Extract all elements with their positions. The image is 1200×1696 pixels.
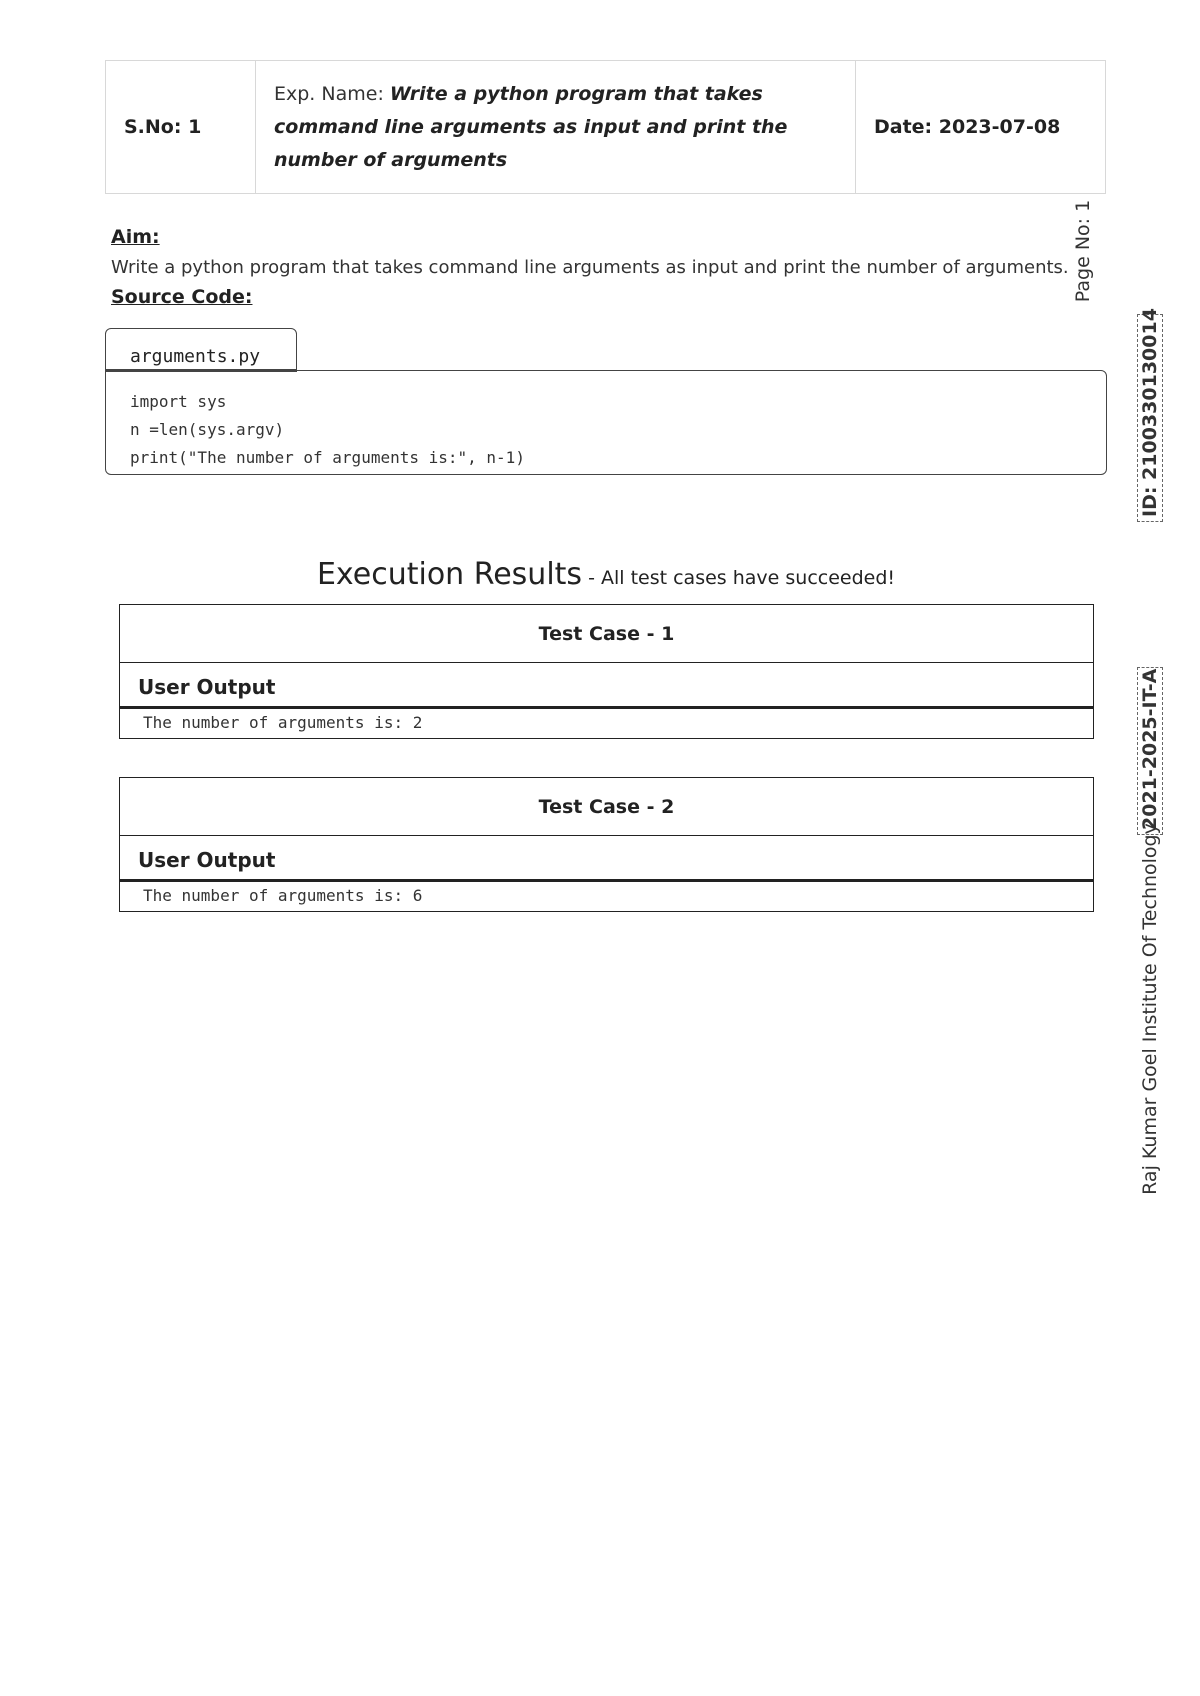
- experiment-header-table: [105, 60, 1106, 194]
- aim-text: Write a python program that takes command line arguments as input and print the number of arguments.: [111, 257, 1069, 278]
- user-output-label: User Output: [120, 663, 1093, 709]
- page-number: Page No: 1: [1072, 199, 1094, 303]
- execution-results-heading: [0, 557, 1200, 592]
- test-case-title: Test Case - 1: [120, 605, 1093, 663]
- user-output-value: The number of arguments is: 6: [143, 886, 423, 905]
- execution-results-status: - All test cases have succeeded!: [582, 567, 896, 589]
- test-case: [119, 604, 1094, 739]
- code-block: [105, 370, 1107, 475]
- code-line: print("The number of arguments is:", n-1): [130, 448, 525, 467]
- file-tab[interactable]: arguments.py: [105, 328, 297, 372]
- batch-label: 2021-2025-IT-A: [1137, 667, 1163, 835]
- user-output-value: The number of arguments is: 2: [143, 713, 423, 732]
- code-line: n =len(sys.argv): [130, 420, 285, 439]
- aim-heading: Aim:: [111, 226, 160, 248]
- source-code-heading: Source Code:: [111, 286, 253, 308]
- institute-name: Raj Kumar Goel Institute Of Technology: [1139, 823, 1161, 1195]
- serial-number: S.No: 1: [106, 61, 256, 194]
- experiment-title: Write a python program that takes command line arguments as input and print the number of arguments: [274, 82, 788, 171]
- code-line: import sys: [130, 392, 227, 411]
- experiment-name-prefix: Exp. Name:: [274, 82, 390, 105]
- user-output-label: User Output: [120, 836, 1093, 882]
- execution-results-title: Execution Results: [316, 557, 583, 592]
- experiment-name: [256, 61, 856, 194]
- student-id: ID: 2100330130014: [1137, 314, 1163, 522]
- test-case: [119, 777, 1094, 912]
- test-case-title: Test Case - 2: [120, 778, 1093, 836]
- experiment-date: Date: 2023-07-08: [856, 61, 1106, 194]
